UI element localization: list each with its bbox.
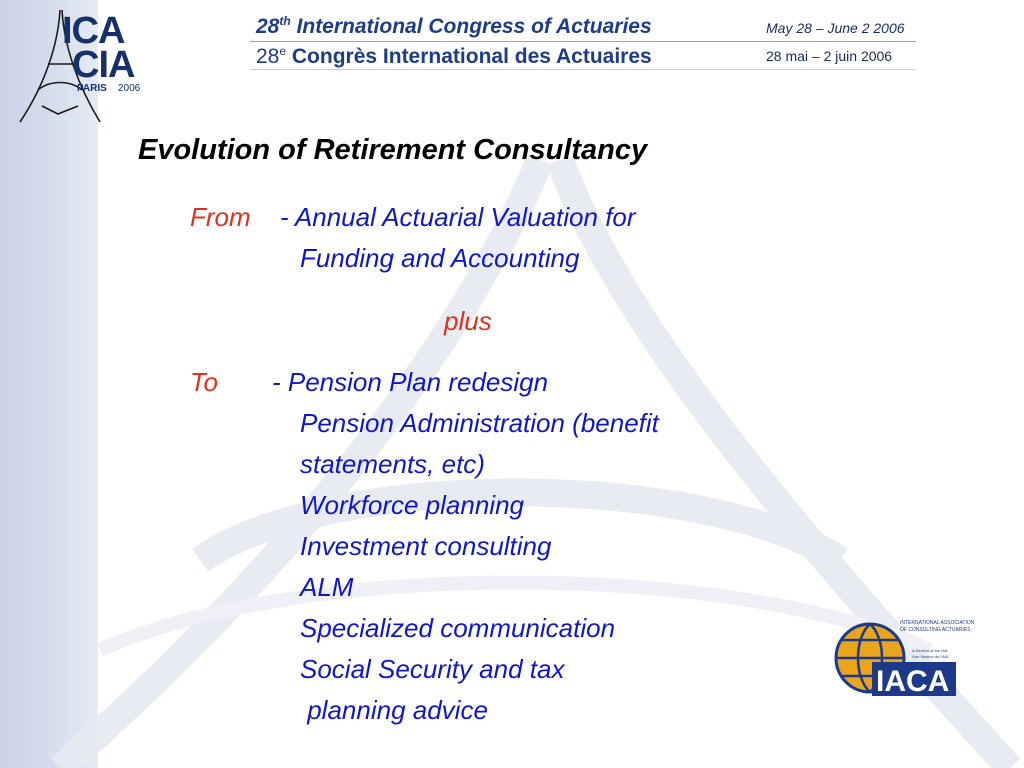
to-line-4: Investment consulting bbox=[300, 531, 552, 561]
to-line-7: Social Security and tax bbox=[300, 654, 565, 684]
iaca-logo bbox=[834, 618, 975, 698]
header-divider bbox=[250, 41, 916, 42]
congress-title-fr: 28e Congrès International des Actuaires bbox=[256, 44, 652, 68]
from-label: From bbox=[190, 202, 251, 232]
congress-title-en: 28th International Congress of Actuaries bbox=[256, 14, 652, 38]
to-line-first: - Pension Plan redesign bbox=[272, 367, 549, 397]
iaca-letters: IACA bbox=[876, 665, 950, 698]
to-label: To bbox=[190, 367, 218, 397]
logo-cia-text: CIA bbox=[72, 44, 135, 86]
iaca-sub-line-2: Une Section de l'AAI bbox=[912, 654, 949, 659]
logo-year: 2006 bbox=[118, 83, 141, 94]
iaca-org-line-1: INTERNATIONAL ASSOCIATION bbox=[900, 620, 975, 626]
to-line-8: planning advice bbox=[300, 695, 488, 725]
to-line-5: ALM bbox=[300, 572, 354, 602]
congress-date-fr: 28 mai – 2 juin 2006 bbox=[766, 48, 893, 64]
from-line-1: - Annual Actuarial Valuation for bbox=[280, 202, 636, 232]
to-line-1: Pension Administration (benefit bbox=[300, 408, 659, 438]
plus-label: plus bbox=[444, 306, 492, 336]
to-line-3: Workforce planning bbox=[300, 490, 524, 520]
to-line-2: statements, etc) bbox=[300, 449, 485, 479]
congress-date-en: May 28 – June 2 2006 bbox=[766, 20, 905, 36]
slide-title: Evolution of Retirement Consultancy bbox=[138, 134, 648, 166]
header-divider-lower bbox=[250, 69, 916, 70]
logo-city: PARIS bbox=[77, 83, 107, 94]
logo-ica-text: ICA bbox=[62, 10, 125, 52]
from-line-2: Funding and Accounting bbox=[300, 243, 580, 273]
iaca-sub-line-1: A Section of the IAA bbox=[912, 648, 948, 653]
to-line-6: Specialized communication bbox=[300, 613, 616, 643]
iaca-org-line-2: OF CONSULTING ACTUARIES bbox=[900, 627, 971, 633]
